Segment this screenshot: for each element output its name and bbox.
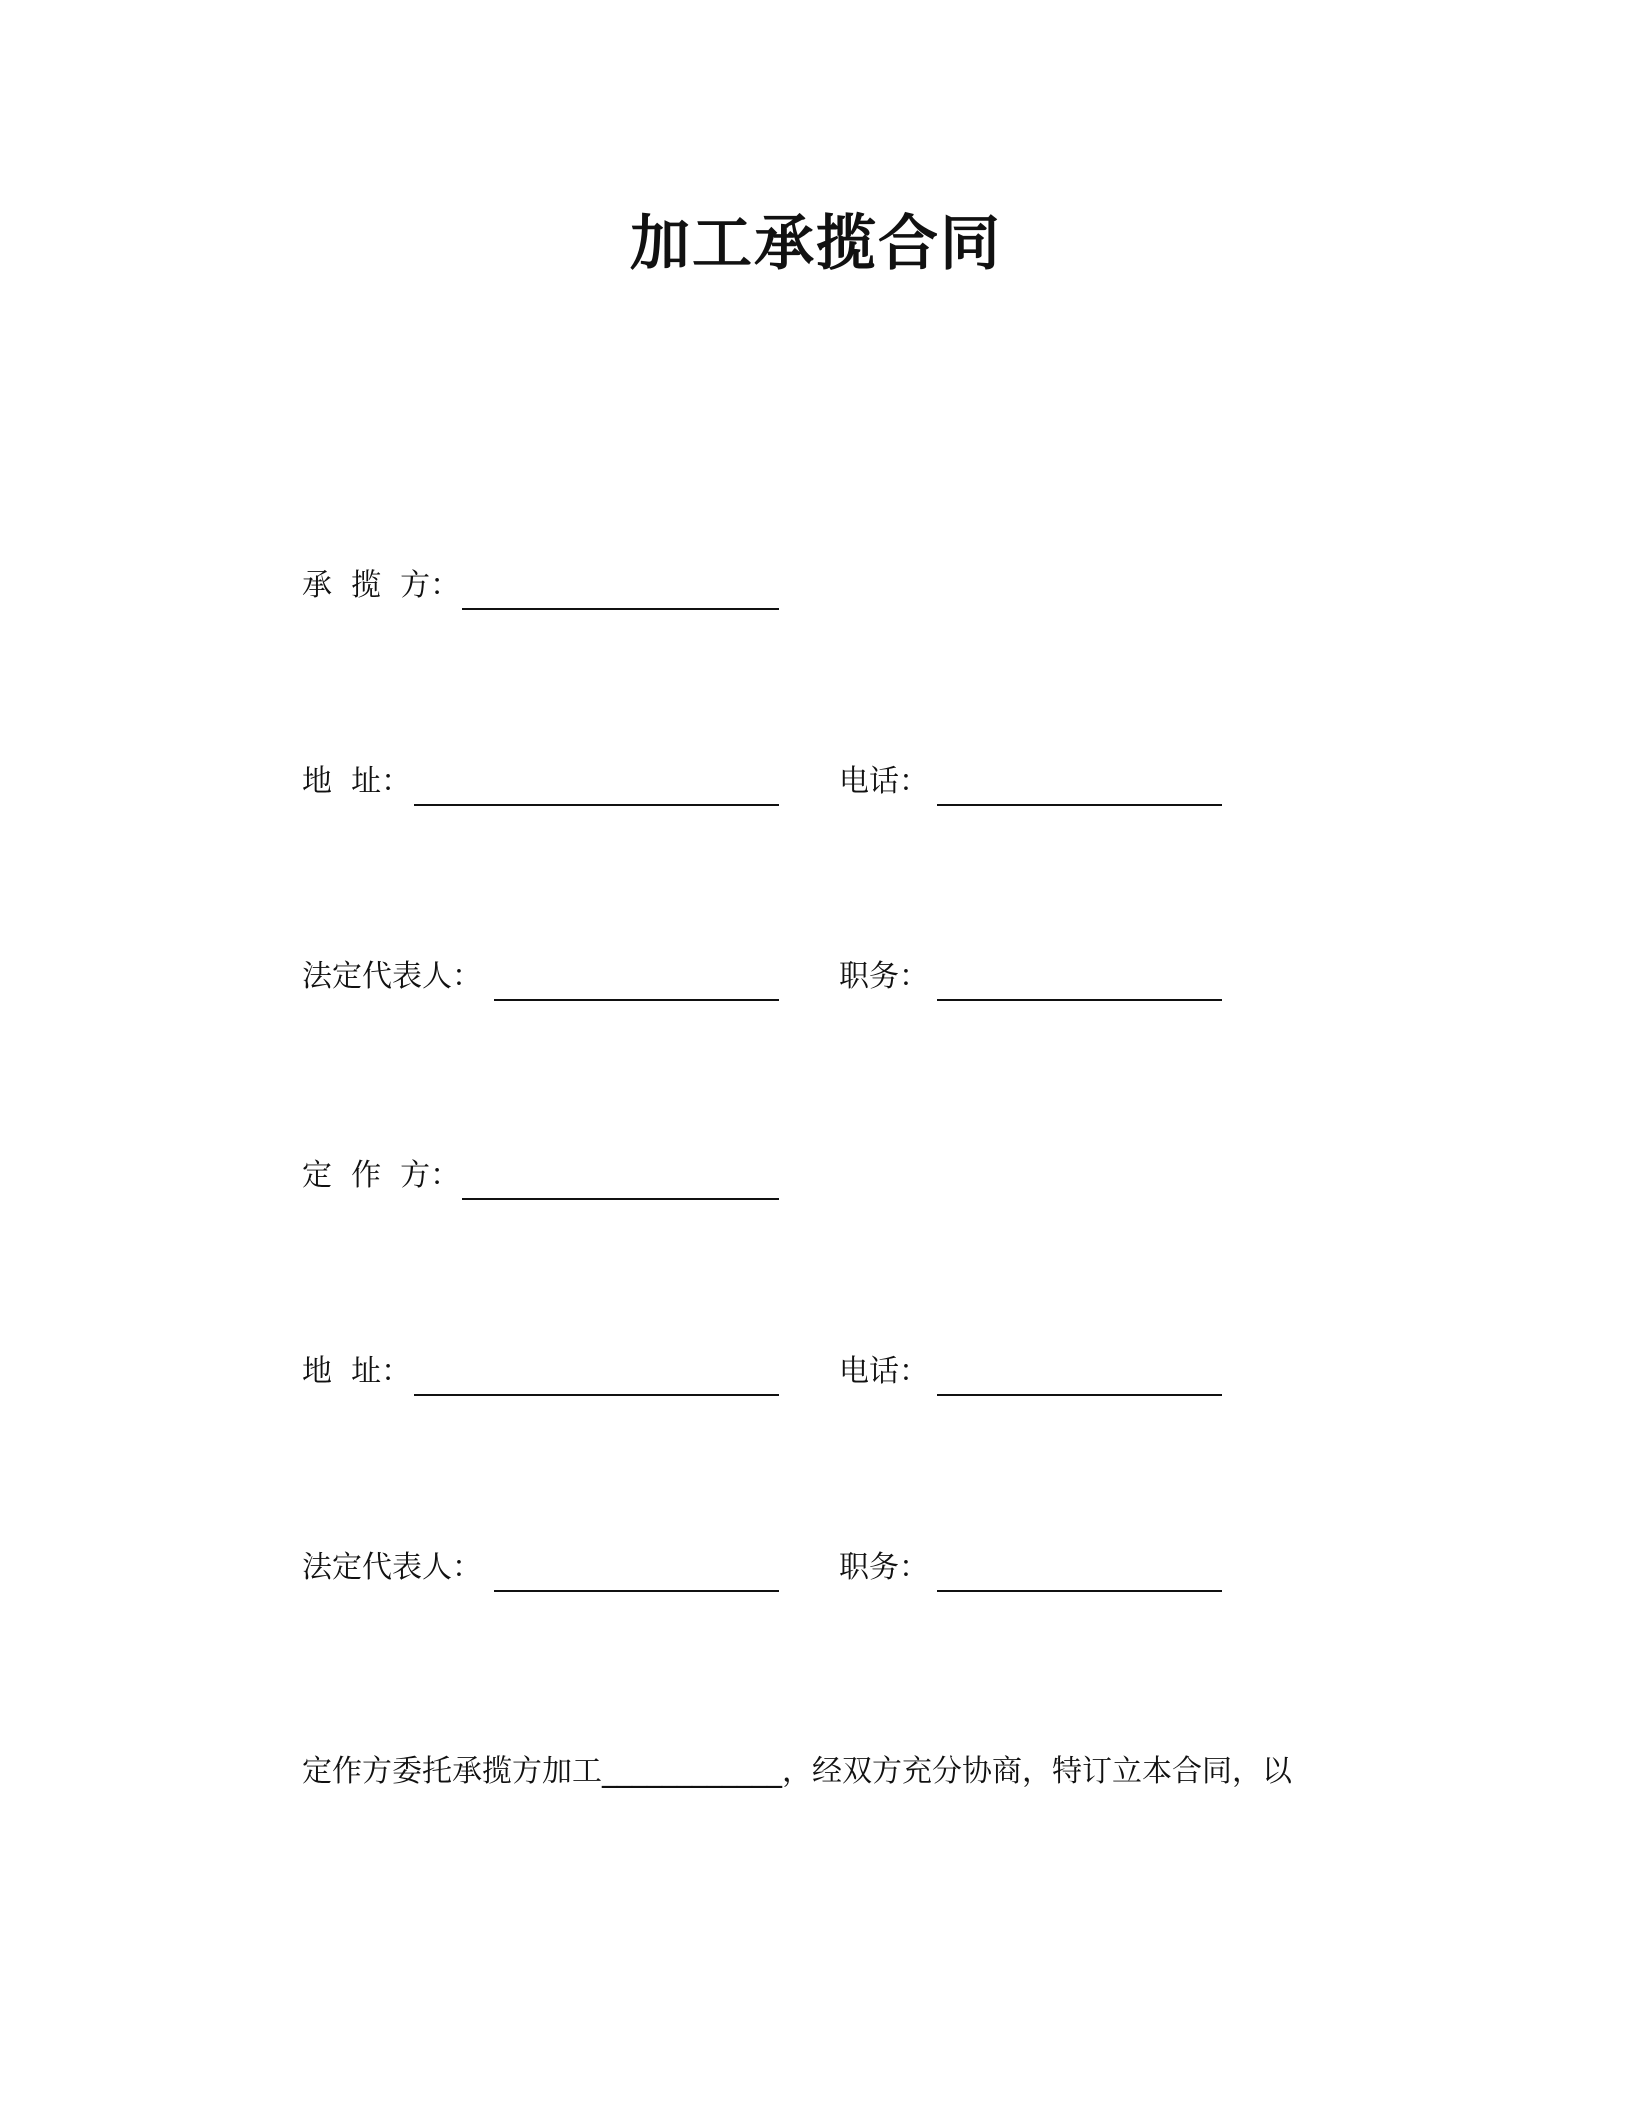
contractor-phone-label: 电话： [839,764,929,799]
client-address-field[interactable] [414,1394,779,1396]
client-phone-field[interactable] [937,1394,1222,1396]
contractor-address-label: 地 址： [302,764,412,799]
contractor-party-row [302,566,1202,616]
client-phone-label: 电话： [839,1354,929,1389]
contractor-phone-field[interactable] [937,804,1222,806]
client-position-field[interactable] [937,1590,1222,1592]
contractor-rep-label: 法定代表人： [302,959,482,994]
client-address-label: 地 址： [302,1354,412,1389]
client-rep-row [302,1548,1222,1598]
client-party-label: 定 作 方： [302,1158,461,1193]
contractor-party-label: 承 揽 方： [302,568,461,603]
client-rep-field[interactable] [494,1590,779,1592]
contractor-rep-field[interactable] [494,999,779,1001]
client-contact-row [302,1352,1222,1402]
contractor-party-field[interactable] [462,608,779,610]
contractor-position-label: 职务： [839,959,929,994]
contractor-rep-row [302,957,1222,1007]
client-party-row [302,1156,1202,1206]
client-position-label: 职务： [839,1550,929,1585]
client-rep-label: 法定代表人： [302,1550,482,1585]
contractor-contact-row [302,762,1222,812]
client-party-field[interactable] [462,1198,779,1200]
contractor-position-field[interactable] [937,999,1222,1001]
document-title: 加工承揽合同 [630,209,1002,279]
contractor-address-field[interactable] [414,804,779,806]
intro-paragraph: 定作方委托承揽方加工____________，经双方充分协商，特订立本合同，以 [302,1754,1292,1789]
